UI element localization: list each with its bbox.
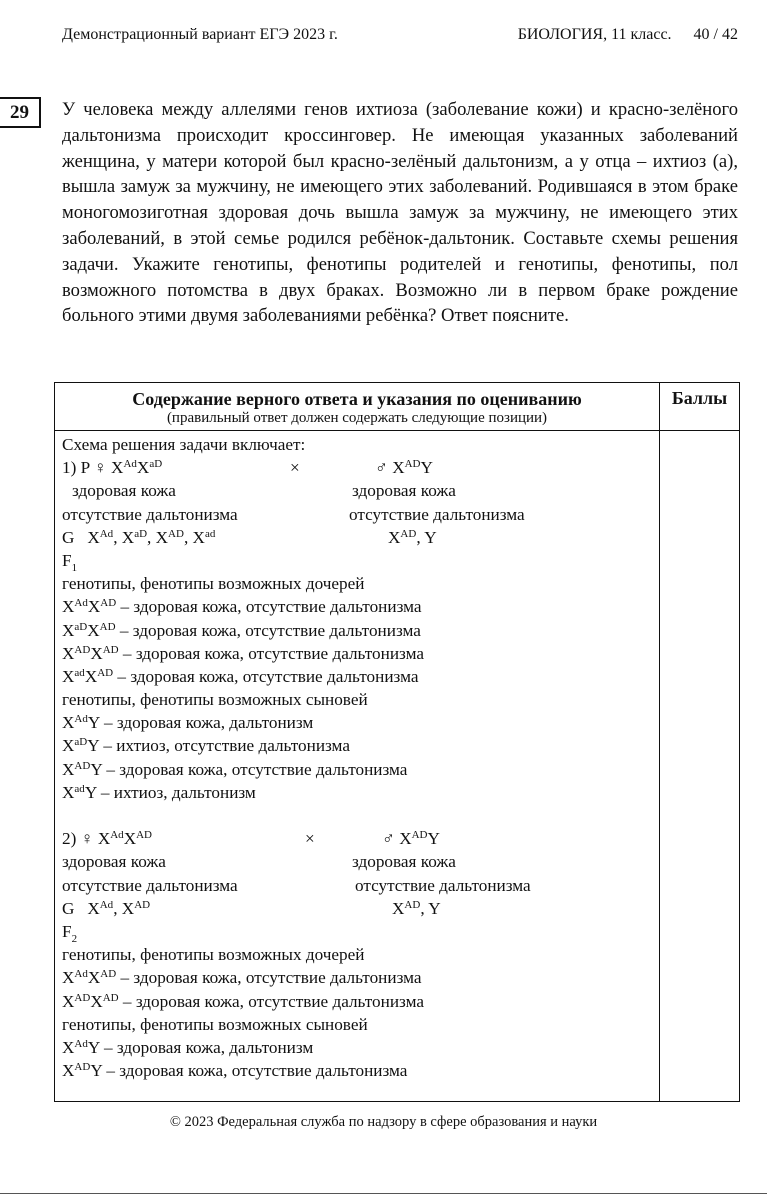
page-header — [62, 26, 738, 48]
header-right — [496, 26, 738, 44]
answer-table-body-row — [55, 431, 740, 1102]
list-item: $X^{Ad}X^{AD}$ – здоровая кожа, отсутствие дальтонизма — [62, 597, 422, 617]
step2-sons-title: генотипы, фенотипы возможных сыновей — [62, 1014, 368, 1034]
male-symbol-icon: ♂ — [375, 458, 388, 478]
bottom-divider — [0, 1193, 767, 1194]
step1-parents-line: 1) P ♀ $X^{Ad}X^{aD}$ × ♂ $X^{AD}Y$ — [62, 456, 659, 479]
answer-header-cell — [55, 383, 660, 431]
list-item: $X^{AD}X^{AD}$ – здоровая кожа, отсутствие дальтонизма — [62, 643, 424, 663]
list-item: $X^{AD}X^{AD}$ – здоровая кожа, отсутствие дальтонизма — [62, 991, 424, 1011]
step1-f1-label: $F_1$ — [62, 550, 78, 574]
list-item: $X^{ad}X^{AD}$ – здоровая кожа, отсутствие дальтонизма — [62, 666, 419, 686]
step1-daughters-title: генотипы, фенотипы возможных дочерей — [62, 574, 365, 594]
spacer — [62, 804, 659, 827]
list-item: $X^{aD}Y$ – ихтиоз, отсутствие дальтонизма — [62, 736, 350, 756]
task-text — [62, 97, 738, 329]
step2-f2-label: $F_2$ — [62, 921, 78, 945]
step2-skin-line — [62, 850, 659, 873]
list-item: $X^{AD}Y$ – здоровая кожа, отсутствие дальтонизма — [62, 759, 408, 779]
step2-parents-line: 2) ♀ $X^{Ad}X^{AD}$ × ♂ $X^{AD}Y$ — [62, 827, 659, 850]
list-item: $X^{Ad}X^{AD}$ – здоровая кожа, отсутствие дальтонизма — [62, 968, 422, 988]
step1-sons-title: генотипы, фенотипы возможных сыновей — [62, 690, 368, 710]
task-number-box: 29 — [0, 97, 41, 128]
exam-title: Демонстрационный вариант ЕГЭ 2023 г. — [62, 26, 338, 43]
step2-gametes-line: G $X^{Ad}$, $X^{AD}$ $X^{AD}$, Y — [62, 897, 659, 920]
answer-header-subtitle: (правильный ответ должен содержать следующие позиции) — [166, 410, 548, 426]
step1-female-skin: здоровая кожа — [72, 481, 176, 501]
step1-female-label: 1) P ♀ — [62, 458, 107, 478]
step2-female-vision: отсутствие дальтонизма — [62, 875, 238, 895]
step2-female-skin: здоровая кожа — [62, 852, 166, 872]
cross-symbol: × — [305, 829, 315, 849]
score-cell — [660, 431, 740, 1102]
copyright-footer: © 2023 Федеральная служба по надзору в сфере образования и науки — [169, 1114, 598, 1130]
step1-male-vision: отсутствие дальтонизма — [349, 504, 525, 524]
page-number: 40 / 42 — [693, 26, 738, 43]
step1-gametes-line: G $X^{Ad}$, $X^{aD}$, $X^{AD}$, $X^{ad}$ $X^{AD}$, Y — [62, 526, 659, 549]
task-paragraph: У человека между аллелями генов ихтиоза (заболевание кожи) и красно-зелёного дальтонизма происходит кроссинговер. Не имеющая указанных заболеваний женщина, у матери которой был красно-зелёный дальтонизм, а у отца – ихтиоз (а), вышла замуж за мужчину, не имеющего этих заболеваний. Родившаяся в этом браке моногомозиготная здоровая дочь вышла замуж за мужчину, не имеющего этих заболеваний, в этой семье родился ребёнок-дальтоник. Составьте схемы решения задачи. Укажите генотипы, фенотипы родителей и генотипы, фенотипы, пол возможного потомства в двух браках. Возможно ли в первом браке рождение больного этими двумя заболеваниями ребёнка? Ответ поясните. — [62, 99, 738, 327]
step1-male-skin: здоровая кожа — [352, 481, 456, 501]
answer-header-title: Содержание верного ответа и указания по оцениванию — [132, 389, 582, 409]
step1-skin-line — [62, 479, 659, 502]
step1-female-vision: отсутствие дальтонизма — [62, 504, 238, 524]
step1-vision-line — [62, 503, 659, 526]
list-item: $X^{aD}X^{AD}$ – здоровая кожа, отсутствие дальтонизма — [62, 620, 421, 640]
step1-male-gametes: $X^{AD}$, Y — [388, 527, 437, 547]
step1-male-genotype: ♂ $X^{AD}Y$ — [375, 458, 433, 478]
list-item: $X^{AD}Y$ – здоровая кожа, отсутствие дальтонизма — [62, 1061, 408, 1081]
score-header-cell: Баллы — [660, 383, 740, 431]
male-symbol-icon: ♂ — [382, 829, 395, 849]
gametes-label: G — [62, 527, 75, 547]
list-item: $X^{ad}Y$ – ихтиоз, дальтонизм — [62, 782, 256, 802]
list-item: $X^{Ad}Y$ – здоровая кожа, дальтонизм — [62, 713, 314, 733]
answer-table — [54, 382, 740, 1102]
step2-male-genotype: ♂ $X^{AD}Y$ — [382, 829, 440, 849]
step2-vision-line — [62, 874, 659, 897]
step2-male-gametes: $X^{AD}$, Y — [392, 898, 441, 918]
cross-symbol: × — [290, 458, 300, 478]
answer-content-cell — [55, 431, 660, 1102]
step2-male-vision: отсутствие дальтонизма — [355, 875, 531, 895]
step2-male-skin: здоровая кожа — [352, 852, 456, 872]
scheme-intro: Схема решения задачи включает: — [62, 435, 306, 454]
list-item: $X^{Ad}Y$ – здоровая кожа, дальтонизм — [62, 1037, 314, 1057]
step2-female-label: 2) ♀ — [62, 829, 94, 849]
subject-label: БИОЛОГИЯ, 11 класс. — [517, 26, 672, 43]
gametes-label: G — [62, 898, 75, 918]
answer-table-header — [55, 383, 740, 431]
step2-daughters-title: генотипы, фенотипы возможных дочерей — [62, 945, 365, 965]
